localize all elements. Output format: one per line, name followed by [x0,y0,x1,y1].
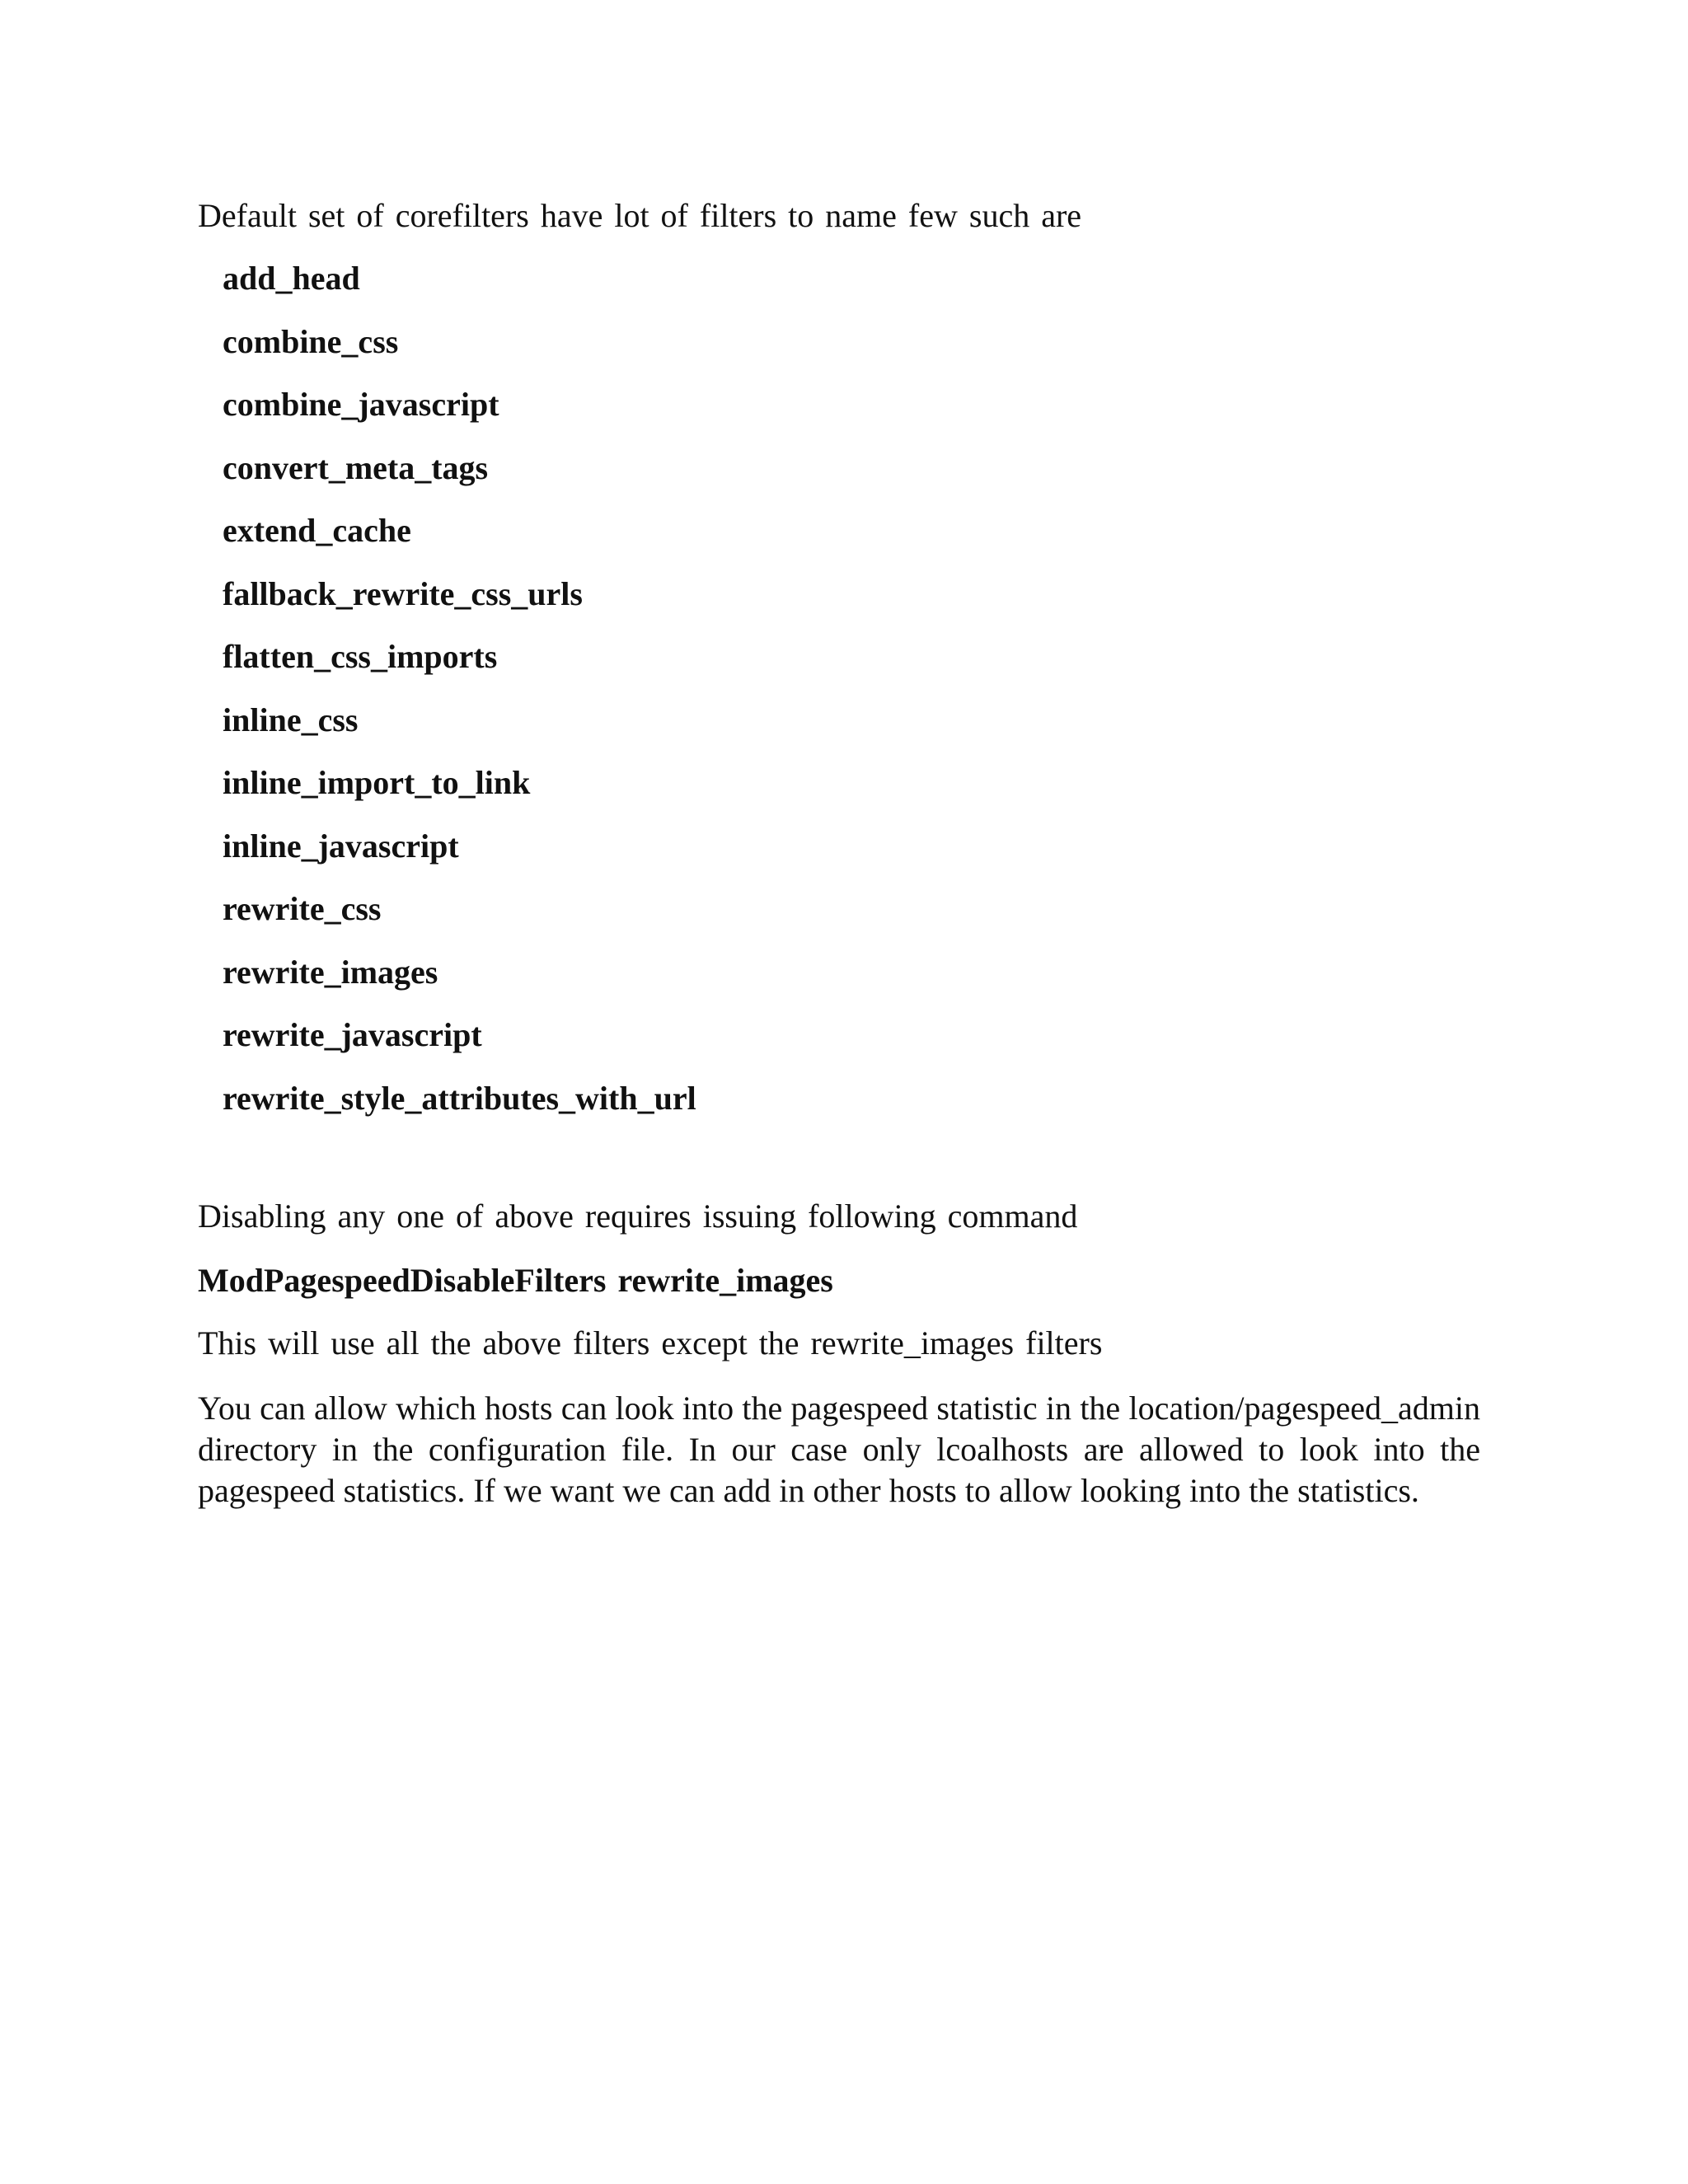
filter-item: combine_css [223,322,399,360]
filter-item: inline_import_to_link [223,764,531,801]
statistics-paragraph: You can allow which hosts can look into the pagespeed statistic in the location/pagespeed_admin directory in the configuration file. In our case only lcoalhosts are allowed to look into the pagespeed statistics. If we want we can add in other hosts to allow looking into the statistics. [198,1390,1480,1509]
intro-text: Default set of corefilters have lot of filters to name few such are [198,197,1082,234]
disable-command: ModPagespeedDisableFilters rewrite_images [198,1262,833,1299]
filter-item: rewrite_images [223,953,438,991]
filter-item: inline_css [223,701,359,738]
disabling-text: Disabling any one of above requires issuing following command [198,1197,1078,1235]
filter-item: rewrite_css [223,890,382,927]
filter-item: inline_javascript [223,827,459,865]
filter-item: flatten_css_imports [223,638,498,675]
effect-text: This will use all the above filters except the rewrite_images filters [198,1324,1103,1361]
filter-item: add_head [223,260,360,297]
filter-item: combine_javascript [223,386,499,423]
filter-item: rewrite_style_attributes_with_url [223,1079,696,1117]
filter-list [223,257,696,1140]
filter-item: rewrite_javascript [223,1016,482,1053]
filter-item: extend_cache [223,512,411,549]
filter-item: convert_meta_tags [223,448,489,486]
filter-item: fallback_rewrite_css_urls [223,574,583,612]
